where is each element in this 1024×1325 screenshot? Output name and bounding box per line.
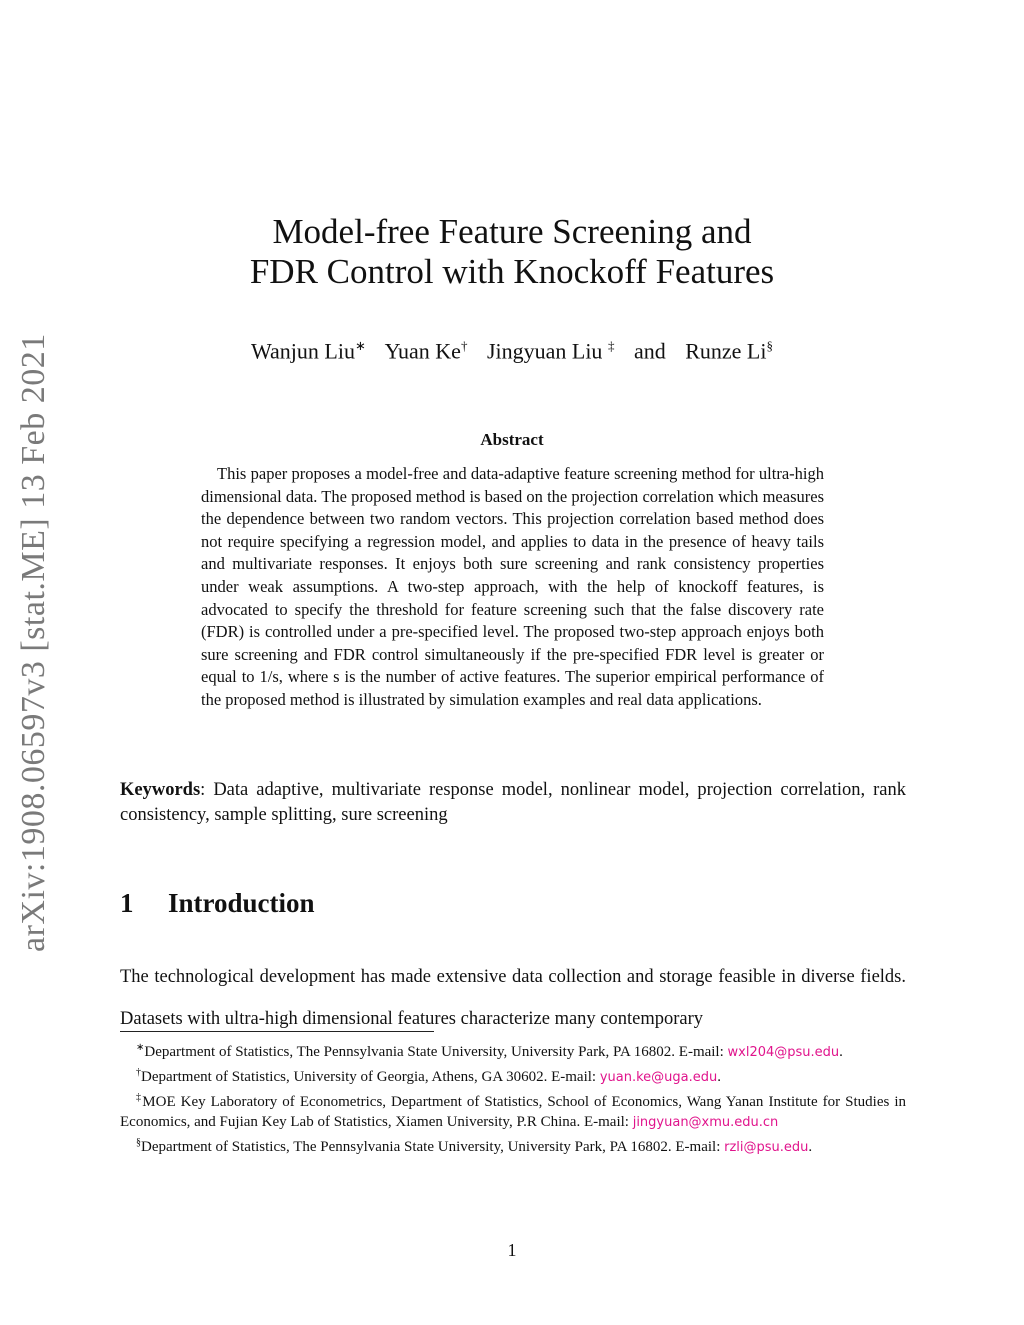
arxiv-identifier-stamp: arXiv:1908.06597v3 [stat.ME] 13 Feb 2021: [15, 333, 52, 952]
email-link[interactable]: yuan.ke@uga.edu: [599, 1070, 718, 1085]
author-name: Yuan Ke: [384, 338, 461, 364]
email-link[interactable]: jingyuan@xmu.edu.cn: [632, 1115, 779, 1130]
section-title: Introduction: [168, 888, 315, 918]
section-number: 1: [120, 888, 134, 918]
footnote-text: MOE Key Laboratory of Econometrics, Department of Statistics, School of Economics, Wang Yanan Institute for Studies in Economics, and Fujian Key Lab of Statistics, Xiamen University, P.R China. E-mail:: [120, 1094, 906, 1130]
footnote-mark: ∗: [136, 1042, 145, 1053]
paper-title: [0, 212, 1024, 292]
keywords-paragraph: [120, 778, 906, 828]
footnote: †Department of Statistics, University of Georgia, Athens, GA 30602. E-mail: yuan.ke@uga.edu.: [136, 1067, 721, 1085]
author-footnote-mark[interactable]: †: [460, 338, 468, 353]
author-conjunction: and: [633, 338, 666, 364]
page-number: 1: [507, 1240, 517, 1260]
footnote: §Department of Statistics, The Pennsylvania State University, University Park, PA 16802. E-mail: rzli@psu.edu.: [136, 1137, 813, 1155]
email-link[interactable]: rzli@psu.edu: [724, 1140, 809, 1155]
author-name: Wanjun Liu: [251, 338, 355, 364]
title-line-1: Model-free Feature Screening and: [272, 212, 752, 251]
introduction-paragraph: The technological development has made extensive data collection and storage feasible in diverse fields. Datasets with ultra-high dimensional features characterize many contemporary: [120, 967, 906, 1029]
footnote: ∗Department of Statistics, The Pennsylvania State University, University Park, PA 16802. E-mail: wxl204@psu.edu.: [136, 1042, 843, 1060]
author-name: Jingyuan Liu: [486, 338, 603, 364]
title-line-2: FDR Control with Knockoff Features: [249, 252, 775, 291]
footnote-text: Department of Statistics, The Pennsylvania State University, University Park, PA 16802. E-mail:: [141, 1139, 725, 1155]
footnote-mark: §: [136, 1137, 141, 1148]
footnotes: [120, 1038, 906, 1158]
footnote-text: Department of Statistics, The Pennsylvania State University, University Park, PA 16802. E-mail:: [144, 1044, 728, 1060]
footnote-text: Department of Statistics, University of Georgia, Athens, GA 30602. E-mail:: [141, 1069, 600, 1085]
author-list: [0, 338, 1024, 364]
footnote: [120, 1088, 906, 1133]
footnote-divider: [120, 1031, 434, 1032]
email-link[interactable]: wxl204@psu.edu: [727, 1045, 840, 1060]
keywords-label: Keywords: [120, 780, 201, 800]
keywords-list: : Data adaptive, multivariate response model, nonlinear model, projection correlation, rank consistency, sample splitting, sure screening: [120, 780, 906, 825]
abstract-heading: Abstract: [480, 430, 544, 449]
author-name: Runze Li: [685, 338, 767, 364]
section-heading: [120, 888, 315, 919]
author-footnote-mark[interactable]: §: [766, 338, 773, 353]
abstract-text: This paper proposes a model-free and data-adaptive feature screening method for ultra-high dimensional data. The proposed method is based on the projection correlation which measures the dependence between two random vectors. This projection correlation based method does not require specifying a regression model, and applies to data in the presence of heavy tails and multivariate responses. It enjoys both sure screening and rank consistency properties under weak assumptions. A two-step approach, with the help of knockoff features, is advocated to specify the threshold for feature screening such that the false discovery rate (FDR) is controlled under a pre-specified level. The proposed two-step approach enjoys both sure screening and FDR control simultaneously if the pre-specified FDR level is greater or equal to 1/s, where s is the number of active features. The superior empirical performance of the proposed method is illustrated by simulation examples and real data applications.: [201, 464, 824, 709]
footnote-mark: ‡: [136, 1092, 143, 1103]
author-footnote-mark[interactable]: ‡: [607, 338, 615, 353]
author-footnote-mark[interactable]: ∗: [354, 338, 366, 353]
footnote-mark: †: [136, 1067, 141, 1078]
